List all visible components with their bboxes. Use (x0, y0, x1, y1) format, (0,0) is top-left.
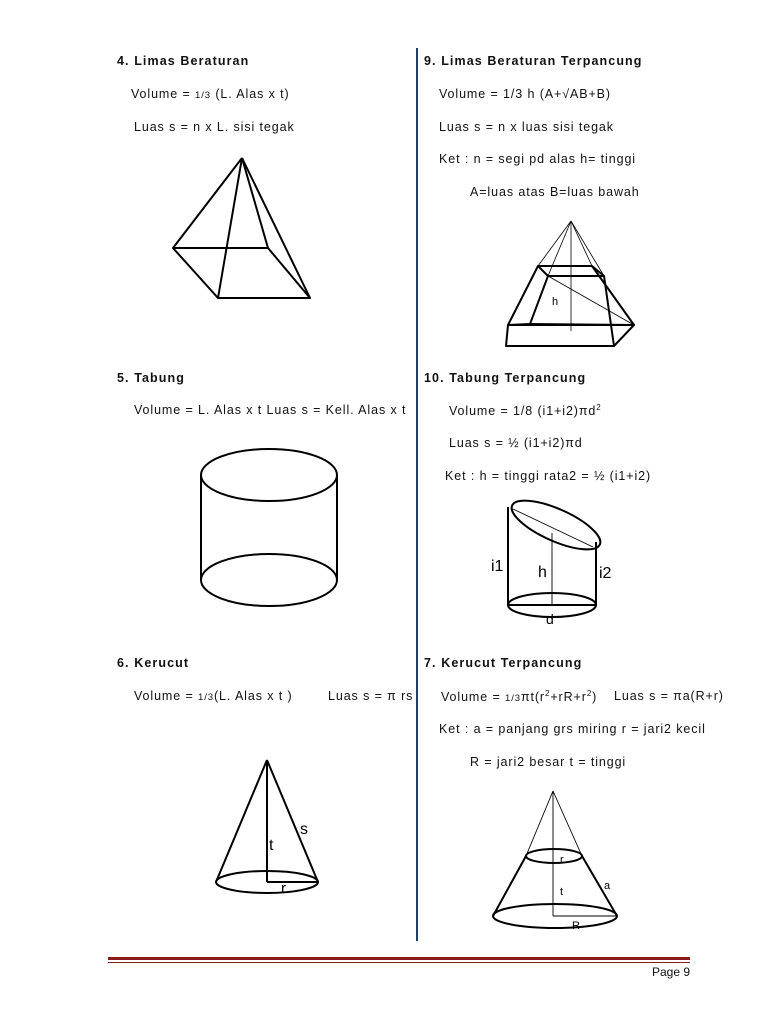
volume-label: Volume = (441, 690, 506, 705)
note-limas-terpancung-1: Ket : n = segi pd alas h= tinggi (439, 152, 636, 166)
heading-limas: 4. Limas Beraturan (117, 54, 250, 68)
heading-tabung: 5. Tabung (117, 371, 185, 385)
volume-part: πt(r (520, 690, 545, 705)
superscript: 2 (545, 689, 551, 698)
note-tabung-terpancung: Ket : h = tinggi rata2 = ½ (i1+i2) (445, 469, 652, 483)
superscript: 2 (596, 403, 602, 412)
formula-limas-terpancung-luas: Luas s = n x luas sisi tegak (439, 120, 614, 134)
heading-kerucut: 6. Kerucut (117, 656, 190, 670)
cylinder-figure (195, 440, 345, 615)
heading-kerucut-terpancung: 7. Kerucut Terpancung (424, 656, 583, 670)
note-kerucut-terpancung-2: R = jari2 besar t = tinggi (470, 755, 627, 769)
label-t: t (560, 886, 564, 898)
frustum-cone-figure (490, 785, 625, 935)
formula-limas-volume (131, 87, 290, 101)
label-i2: i2 (599, 565, 612, 582)
frustum-pyramid-figure (500, 215, 640, 350)
note-limas-terpancung-2: A=luas atas B=luas bawah (470, 185, 640, 199)
column-divider (416, 48, 418, 941)
label-R: R (572, 920, 580, 932)
heading-tabung-terpancung: 10. Tabung Terpancung (424, 371, 587, 385)
page-number: Page 9 (652, 965, 691, 979)
volume-rest: (L. Alas x t) (210, 87, 290, 101)
fraction: 1/3 (195, 90, 211, 101)
volume-part: +rR+r (550, 690, 587, 705)
pyramid-figure (160, 150, 330, 310)
volume-part: ) (592, 690, 598, 705)
fraction: 1/3 (505, 693, 521, 705)
label-h: h (538, 564, 547, 581)
label-h: h (552, 296, 559, 308)
formula-limas-luas: Luas s = n x L. sisi tegak (134, 120, 295, 134)
formula-kerucut-terpancung-luas: Luas s = πa(R+r) (614, 689, 724, 703)
footer-rule (108, 957, 690, 960)
volume-label: Volume = (134, 689, 199, 703)
formula-kerucut-terpancung-volume (441, 689, 597, 704)
note-kerucut-terpancung-1: Ket : a = panjang grs miring r = jari2 kecil (439, 722, 706, 736)
volume-text: Volume = 1/8 (i1+i2)πd (449, 404, 597, 419)
truncated-cylinder-figure (485, 495, 625, 635)
volume-rest: (L. Alas x t ) (213, 689, 293, 703)
formula-kerucut-volume (134, 689, 293, 703)
label-s: s (300, 821, 308, 838)
fraction: 1/3 (198, 692, 214, 703)
label-t: t (269, 837, 274, 854)
label-r: r (560, 854, 564, 866)
label-a: a (604, 880, 611, 892)
formula-limas-terpancung-volume: Volume = 1/3 h (A+√AB+B) (439, 87, 611, 101)
heading-limas-terpancung: 9. Limas Beraturan Terpancung (424, 54, 643, 68)
label-i1: i1 (491, 558, 504, 575)
formula-kerucut-luas: Luas s = π rs (328, 689, 414, 703)
label-d: d (546, 611, 554, 627)
formula-tabung: Volume = L. Alas x t Luas s = Kell. Alas x t (134, 403, 407, 417)
formula-tabung-terpancung-volume (449, 403, 602, 418)
label-r: r (281, 880, 286, 897)
formula-tabung-terpancung-luas: Luas s = ½ (i1+i2)πd (449, 436, 583, 450)
superscript: 2 (586, 689, 593, 698)
cone-figure (205, 750, 335, 905)
footer-rule-thin (108, 962, 690, 963)
volume-label: Volume = (131, 87, 196, 101)
